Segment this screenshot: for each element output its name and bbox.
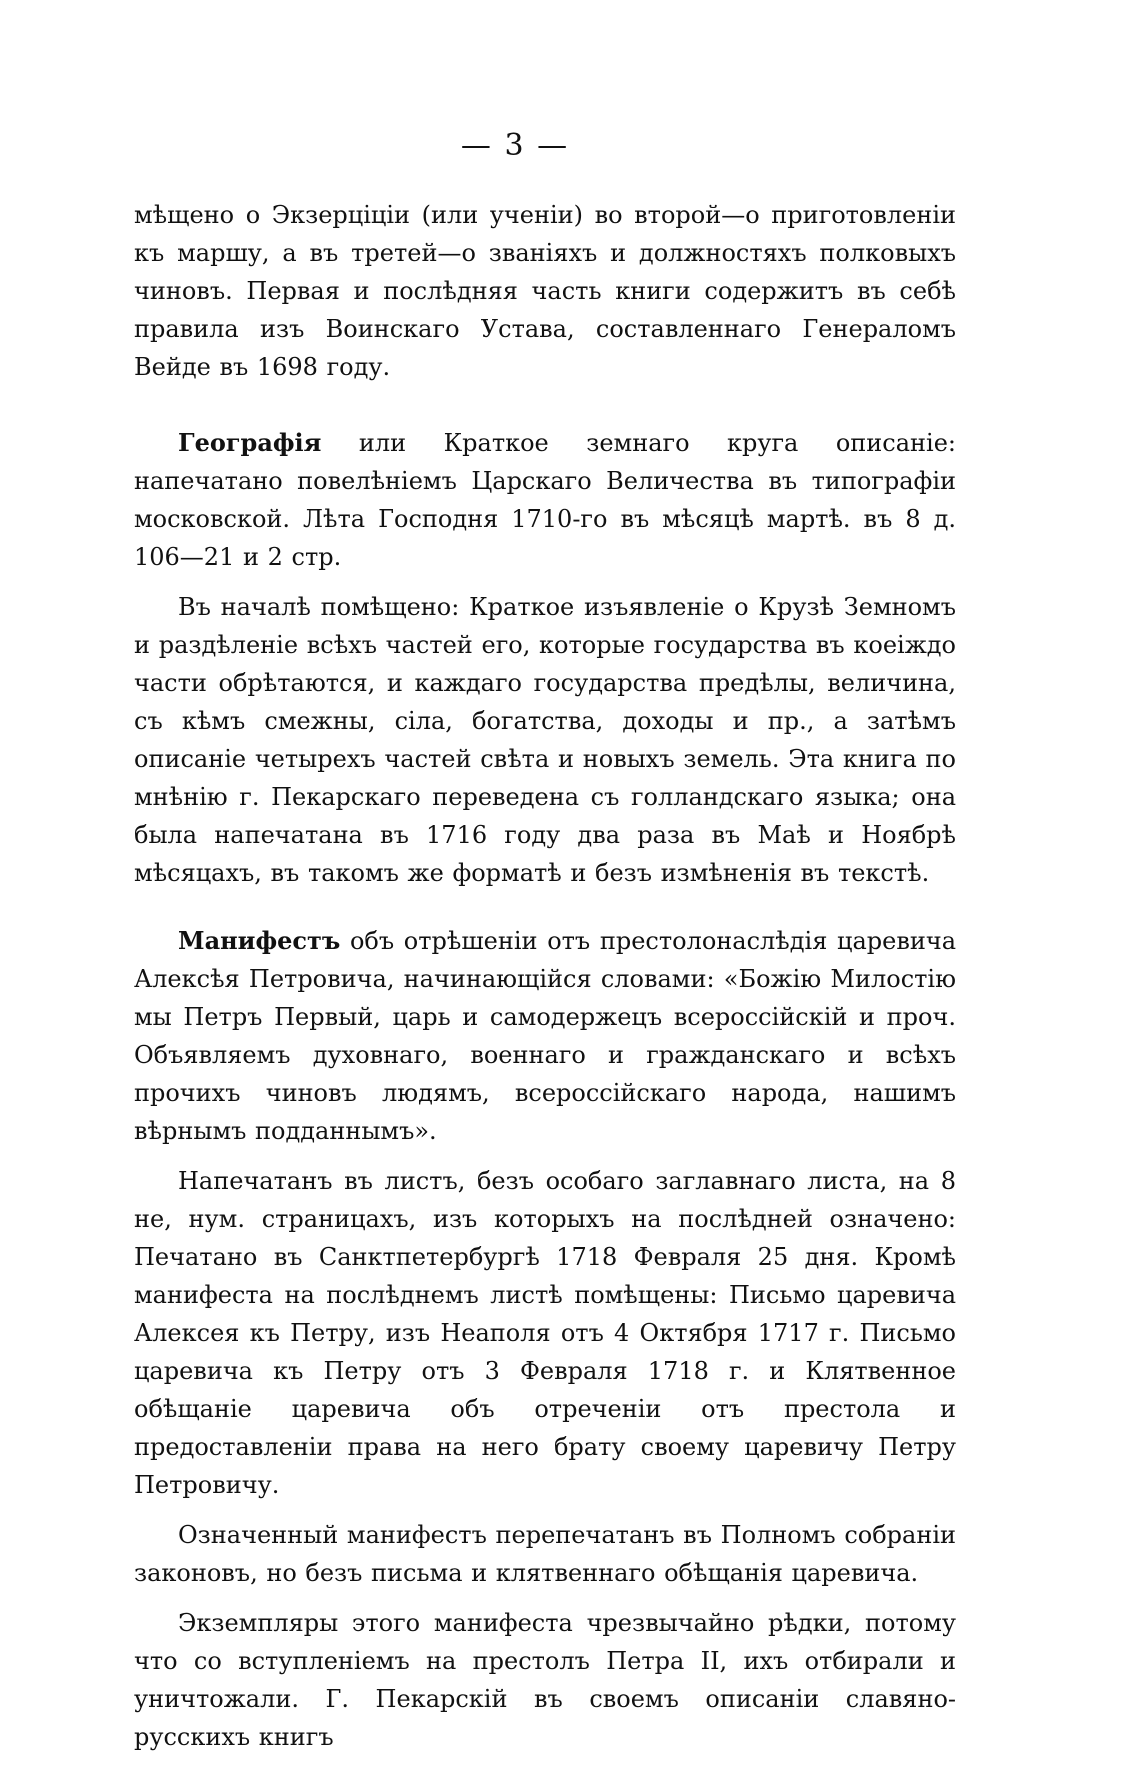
paragraph-geography <box>134 424 956 576</box>
paragraph-manifesto-printing: Напечатанъ въ листъ, безъ особаго заглавнаго листа, на 8 не, нум. страницахъ, изъ которыхъ на послѣдней означено: Печатано въ Санктпетербургѣ 1718 Февраля 25 дня. Кромѣ манифеста на послѣднемъ листѣ помѣщены: Письмо царевича Алексея къ Петру, изъ Неаполя отъ 4 Октября 1717 г. Письмо царевича къ Петру отъ 3 Февраля 1718 г. и Клятвенное обѣщанiе царевича объ отреченiи отъ престола и предоставленiи права на него брату своему царевичу Петру Петровичу. <box>134 1167 956 1499</box>
geography-title: Географiя <box>178 428 322 457</box>
manifesto-description: объ отрѣшенiи отъ престолонаслѣдiя царевича Алексѣя Петровича, начинающiйся словами: «Божiю Милостiю мы Петръ Первый, царь и самодержецъ всероссiйскiй и проч. Объявляемъ духовнаго, военнаго и гражданскаго и всѣхъ прочихъ чиновъ людямъ, всероссiйскаго народа, нашимъ вѣрнымъ подданнымъ». <box>134 927 956 1145</box>
paragraph-manifesto-rarity: Экземпляры этого манифеста чрезвычайно рѣдки, потому что со вступленiемъ на престолъ Петра II, ихъ отбирали и уничтожали. Г. Пекарскiй въ своемъ описанiи славяно-русскихъ книгъ <box>134 1609 956 1751</box>
paragraph-geography-contents: Въ началѣ помѣщено: Краткое изъявленiе о Крузѣ Земномъ и раздѣленiе всѣхъ частей его, которые государства въ коеiждо части обрѣтаются, и каждаго государства предѣлы, величина, съ кѣмъ смежны, сiла, богатства, доходы и пр., а затѣмъ описанiе четырехъ частей свѣта и новыхъ земель. Эта книга по мнѣнiю г. Пекарскаго переведена съ голландскаго языка; она была напечатана въ 1716 году два раза въ Маѣ и Ноябрѣ мѣсяцахъ, въ такомъ же форматѣ и безъ измѣненiя въ текстѣ. <box>134 593 956 887</box>
geography-description: или Краткое земнаго круга описанiе: напечатано повелѣнiемъ Царскаго Величества въ типографiи московской. Лѣта Господня 1710-го въ мѣсяцѣ мартѣ. въ 8 д. 106—21 и 2 стр. <box>134 429 956 571</box>
page-body <box>134 196 956 1756</box>
paragraph-exercise-book: мѣщено о Экзерцiцiи (или ученiи) во второй—о приготовленiи къ маршу, а въ третей—о званiяхъ и должностяхъ полковыхъ чиновъ. Первая и послѣдняя часть книги содержитъ въ себѣ правила изъ Воинскаго Устава, составленнаго Генераломъ Вейде въ 1698 году. <box>134 201 956 381</box>
manifesto-title: Манифестъ <box>178 926 341 955</box>
paragraph-manifesto-reprint: Означенный манифестъ перепечатанъ въ Полномъ собранiи законовъ, но безъ письма и клятвеннаго обѣщанiя царевича. <box>134 1521 956 1587</box>
paragraph-manifesto <box>134 922 956 1150</box>
page-number: — 3 — <box>460 128 570 163</box>
